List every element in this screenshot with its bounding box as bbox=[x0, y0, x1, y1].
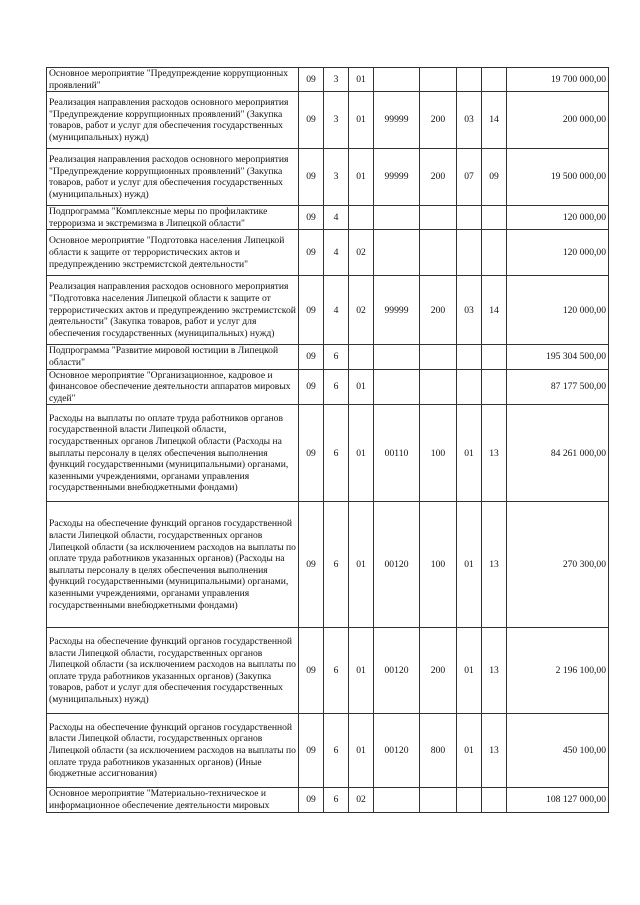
table-row bbox=[47, 276, 609, 345]
expense-type-code bbox=[420, 369, 457, 405]
table-row bbox=[47, 206, 609, 230]
amount: 120 000,00 bbox=[507, 276, 609, 345]
table-row bbox=[47, 92, 609, 149]
expense-description: Расходы на обеспечение функций органов государственной власти Липецкой области, государственных органов Липецкой области (за исключением расходов на выплаты по оплате труда работников указанных органов) (Иные бюджетные ассигнования) bbox=[47, 714, 299, 788]
expense-type-code: 200 bbox=[420, 92, 457, 149]
program-code: 09 bbox=[299, 714, 324, 788]
event-code: 01 bbox=[349, 502, 374, 628]
direction-code: 99999 bbox=[374, 276, 420, 345]
subsection-code: 14 bbox=[482, 276, 507, 345]
table-row bbox=[47, 788, 609, 812]
direction-code bbox=[374, 345, 420, 369]
program-code: 09 bbox=[299, 345, 324, 369]
direction-code: 99999 bbox=[374, 149, 420, 206]
event-code: 02 bbox=[349, 230, 374, 276]
table-row bbox=[47, 68, 609, 92]
direction-code bbox=[374, 369, 420, 405]
event-code: 02 bbox=[349, 276, 374, 345]
expense-type-code: 200 bbox=[420, 149, 457, 206]
expense-description: Реализация направления расходов основного мероприятия "Предупреждение коррупционных проявлений" (Закупка товаров, работ и услуг для обеспечения государственных (муниципальных) нужд) bbox=[47, 149, 299, 206]
section-code: 03 bbox=[457, 92, 482, 149]
program-code: 09 bbox=[299, 149, 324, 206]
program-code: 09 bbox=[299, 369, 324, 405]
expense-type-code: 100 bbox=[420, 502, 457, 628]
subsection-code bbox=[482, 68, 507, 92]
event-code: 01 bbox=[349, 405, 374, 502]
subprogram-code: 6 bbox=[324, 788, 349, 812]
subsection-code: 09 bbox=[482, 149, 507, 206]
expense-description: Подпрограмма "Развитие мировой юстиции в Липецкой области" bbox=[47, 345, 299, 369]
event-code: 01 bbox=[349, 92, 374, 149]
direction-code bbox=[374, 230, 420, 276]
table-body bbox=[47, 68, 609, 813]
direction-code: 00120 bbox=[374, 502, 420, 628]
subprogram-code: 6 bbox=[324, 628, 349, 714]
section-code bbox=[457, 788, 482, 812]
expense-type-code bbox=[420, 230, 457, 276]
event-code: 02 bbox=[349, 788, 374, 812]
expense-type-code: 200 bbox=[420, 276, 457, 345]
table-row bbox=[47, 628, 609, 714]
direction-code bbox=[374, 206, 420, 230]
table-row bbox=[47, 369, 609, 405]
subsection-code: 14 bbox=[482, 92, 507, 149]
expense-type-code bbox=[420, 788, 457, 812]
subsection-code bbox=[482, 230, 507, 276]
table-row bbox=[47, 714, 609, 788]
amount: 270 300,00 bbox=[507, 502, 609, 628]
amount: 19 500 000,00 bbox=[507, 149, 609, 206]
event-code: 01 bbox=[349, 714, 374, 788]
section-code: 01 bbox=[457, 502, 482, 628]
event-code: 01 bbox=[349, 369, 374, 405]
amount: 200 000,00 bbox=[507, 92, 609, 149]
subsection-code: 13 bbox=[482, 714, 507, 788]
table-row bbox=[47, 230, 609, 276]
subsection-code bbox=[482, 369, 507, 405]
event-code bbox=[349, 206, 374, 230]
expense-description: Основное мероприятие "Подготовка населения Липецкой области к защите от террористических актов и предупреждению экстремистской деятельности" bbox=[47, 230, 299, 276]
direction-code bbox=[374, 788, 420, 812]
subprogram-code: 3 bbox=[324, 68, 349, 92]
expense-type-code: 200 bbox=[420, 628, 457, 714]
section-code bbox=[457, 369, 482, 405]
subprogram-code: 4 bbox=[324, 276, 349, 345]
table-row bbox=[47, 502, 609, 628]
expense-description: Реализация направления расходов основного мероприятия "Подготовка населения Липецкой области к защите от террористических актов и предупреждению экстремистской деятельности" (Закупка товаров, работ и услуг для обеспечения государственных (муниципальных) нужд) bbox=[47, 276, 299, 345]
subsection-code bbox=[482, 206, 507, 230]
expense-type-code: 100 bbox=[420, 405, 457, 502]
program-code: 09 bbox=[299, 206, 324, 230]
subsection-code: 13 bbox=[482, 628, 507, 714]
event-code: 01 bbox=[349, 628, 374, 714]
amount: 84 261 000,00 bbox=[507, 405, 609, 502]
amount: 108 127 000,00 bbox=[507, 788, 609, 812]
subprogram-code: 6 bbox=[324, 369, 349, 405]
program-code: 09 bbox=[299, 230, 324, 276]
subprogram-code: 6 bbox=[324, 345, 349, 369]
program-code: 09 bbox=[299, 276, 324, 345]
subsection-code bbox=[482, 345, 507, 369]
event-code: 01 bbox=[349, 68, 374, 92]
expense-description: Реализация направления расходов основного мероприятия "Предупреждение коррупционных проявлений" (Закупка товаров, работ и услуг для обеспечения государственных (муниципальных) нужд) bbox=[47, 92, 299, 149]
expense-description: Основное мероприятие "Материально-техническое и информационное обеспечение деятельности мировых bbox=[47, 788, 299, 812]
section-code: 01 bbox=[457, 405, 482, 502]
subsection-code bbox=[482, 788, 507, 812]
expense-type-code bbox=[420, 206, 457, 230]
budget-table bbox=[46, 67, 609, 813]
amount: 195 304 500,00 bbox=[507, 345, 609, 369]
subprogram-code: 6 bbox=[324, 714, 349, 788]
expense-type-code bbox=[420, 345, 457, 369]
amount: 450 100,00 bbox=[507, 714, 609, 788]
subsection-code: 13 bbox=[482, 405, 507, 502]
expense-description: Основное мероприятие "Предупреждение коррупционных проявлений" bbox=[47, 68, 299, 92]
subprogram-code: 4 bbox=[324, 206, 349, 230]
subprogram-code: 4 bbox=[324, 230, 349, 276]
program-code: 09 bbox=[299, 628, 324, 714]
table-row bbox=[47, 405, 609, 502]
program-code: 09 bbox=[299, 68, 324, 92]
subprogram-code: 6 bbox=[324, 405, 349, 502]
subprogram-code: 3 bbox=[324, 92, 349, 149]
expense-description: Основное мероприятие "Организационное, кадровое и финансовое обеспечение деятельности аппаратов мировых судей" bbox=[47, 369, 299, 405]
program-code: 09 bbox=[299, 92, 324, 149]
expense-description: Расходы на обеспечение функций органов государственной власти Липецкой области, государственных органов Липецкой области (за исключением расходов на выплаты по оплате труда работников указанных органов) (Расходы на выплаты персоналу в целях обеспечения выполнения функций государственными (муниципальными) органами, казенными учреждениями, органами управления государственными внебюджетными фондами) bbox=[47, 502, 299, 628]
program-code: 09 bbox=[299, 502, 324, 628]
section-code bbox=[457, 345, 482, 369]
section-code bbox=[457, 206, 482, 230]
direction-code: 99999 bbox=[374, 92, 420, 149]
direction-code: 00110 bbox=[374, 405, 420, 502]
section-code: 01 bbox=[457, 628, 482, 714]
expense-type-code bbox=[420, 68, 457, 92]
amount: 120 000,00 bbox=[507, 206, 609, 230]
section-code: 03 bbox=[457, 276, 482, 345]
section-code: 07 bbox=[457, 149, 482, 206]
expense-description: Подпрограмма "Комплексные меры по профилактике терроризма и экстремизма в Липецкой области" bbox=[47, 206, 299, 230]
table-row bbox=[47, 149, 609, 206]
section-code: 01 bbox=[457, 714, 482, 788]
direction-code bbox=[374, 68, 420, 92]
event-code bbox=[349, 345, 374, 369]
expense-type-code: 800 bbox=[420, 714, 457, 788]
amount: 87 177 500,00 bbox=[507, 369, 609, 405]
section-code bbox=[457, 68, 482, 92]
expense-description: Расходы на выплаты по оплате труда работников органов государственной власти Липецкой области, государственных органов Липецкой области (Расходы на выплаты персоналу в целях обеспечения выполнения функций государственными (муниципальными) органами, казенными учреждениями, органами управления государственными внебюджетными фондами) bbox=[47, 405, 299, 502]
amount: 2 196 100,00 bbox=[507, 628, 609, 714]
event-code: 01 bbox=[349, 149, 374, 206]
subprogram-code: 6 bbox=[324, 502, 349, 628]
program-code: 09 bbox=[299, 405, 324, 502]
subsection-code: 13 bbox=[482, 502, 507, 628]
section-code bbox=[457, 230, 482, 276]
direction-code: 00120 bbox=[374, 714, 420, 788]
amount: 120 000,00 bbox=[507, 230, 609, 276]
program-code: 09 bbox=[299, 788, 324, 812]
amount: 19 700 000,00 bbox=[507, 68, 609, 92]
subprogram-code: 3 bbox=[324, 149, 349, 206]
direction-code: 00120 bbox=[374, 628, 420, 714]
expense-description: Расходы на обеспечение функций органов государственной власти Липецкой области, государственных органов Липецкой области (за исключением расходов на выплаты по оплате труда работников указанных органов) (Закупка товаров, работ и услуг для обеспечения государственных (муниципальных) нужд) bbox=[47, 628, 299, 714]
table-row bbox=[47, 345, 609, 369]
